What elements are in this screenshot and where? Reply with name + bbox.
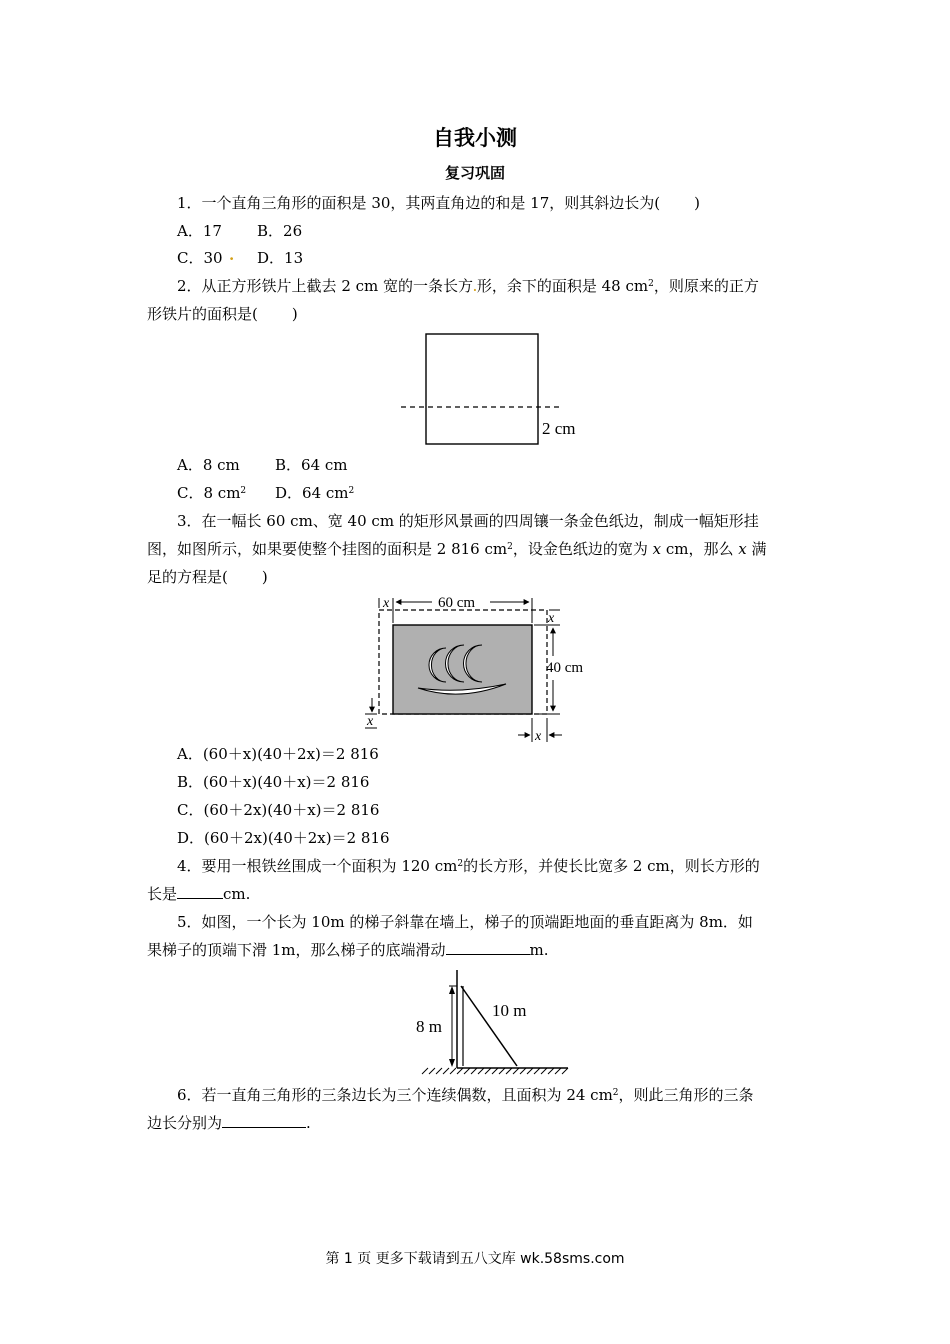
question-3-line2: 图，如图所示，如果要使整个挂图的面积是 2 816 $cm^2$，设金色纸边的宽为 x cm，那么 x 满: [147, 540, 767, 558]
q1-options-row1: [177, 221, 577, 241]
dim-40cm: 40 cm: [546, 660, 584, 676]
answer-blank: [177, 884, 223, 899]
q2-option-b: B．64 cm: [275, 456, 348, 474]
question-2-line2: 形铁片的面积是( ): [147, 305, 298, 323]
q1-option-d: D．13: [257, 249, 304, 267]
question-5-line2: 果梯子的顶端下滑 1m，那么梯子的底端滑动 m.: [147, 941, 549, 959]
q3-option-a: A．(60＋x)(40＋2x)＝2 816: [177, 745, 379, 763]
q2-figure-square: [395, 328, 595, 448]
q1-option-c: C．30: [177, 249, 223, 267]
q2-option-d: D．64 $cm^2$: [275, 484, 355, 502]
q2-fig-label: 2 cm: [542, 419, 576, 438]
answer-blank: [222, 1113, 306, 1128]
page-title: 自我小测: [433, 125, 517, 150]
q2-options-row2: [177, 483, 577, 503]
q2-option-c: C．8 $cm^2$: [177, 484, 247, 502]
square-sheet: [426, 334, 538, 444]
question-3-line1: 3．在一幅长 60 cm、宽 40 cm 的矩形风景画的四周镶一条金色纸边，制成一幅矩形挂: [177, 512, 759, 530]
dim-60cm: 60 cm: [438, 595, 476, 611]
dim-x-right: x: [548, 611, 555, 626]
dim-x-bottom: x: [535, 729, 542, 744]
q3-figure-frame: [360, 590, 600, 745]
answer-blank: [446, 940, 530, 955]
q1-options-row2: [177, 248, 577, 268]
question-3-line3: 足的方程是( ): [147, 568, 268, 586]
section-subtitle: 复习巩固: [444, 164, 505, 182]
question-2-line1: 2．从正方形铁片上截去 2 cm 宽的一条长方.形，余下的面积是 48 $cm^2$，则原来的正方: [177, 277, 759, 295]
marker-dot: .: [473, 281, 477, 294]
question-4-line1: 4．要用一根铁丝围成一个面积为 120 $cm^2$的长方形，并使长比宽多 2 cm，则长方形的: [177, 857, 760, 875]
fig-label-10m: 10 m: [492, 1001, 527, 1020]
dim-x-left: x: [367, 714, 374, 729]
question-5-line1: 5．如图，一个长为 10m 的梯子斜靠在墙上，梯子的顶端距地面的垂直距离为 8m．如: [177, 913, 753, 931]
q3-option-b: B．(60＋x)(40＋x)＝2 816: [177, 773, 370, 791]
q1-option-a: A．17: [177, 222, 222, 240]
q5-figure-ladder: [410, 966, 580, 1081]
question-6-line2: 边长分别为 .: [147, 1114, 311, 1132]
ladder: [461, 986, 517, 1066]
q1-option-b: B．26: [257, 222, 303, 240]
q2-option-a: A．8 cm: [177, 456, 240, 474]
q2-options-row1: [177, 455, 577, 475]
question-1: 1．一个直角三角形的面积是 30，其两直角边的和是 17，则其斜边长为( ): [177, 194, 700, 212]
q3-option-d: D．(60＋2x)(40＋2x)＝2 816: [177, 829, 390, 847]
painting: [393, 625, 532, 714]
fig-label-8m: 8 m: [416, 1017, 442, 1036]
q3-option-c: C．(60＋2x)(40＋x)＝2 816: [177, 801, 380, 819]
page-footer: 第 1 页 更多下载请到五八文库 wk.58sms.com: [325, 1251, 625, 1267]
marker-dot: .: [229, 246, 235, 264]
question-4-line2: 长是 cm.: [147, 885, 251, 903]
dim-x-top: x: [383, 596, 390, 611]
question-6-line1: 6．若一直角三角形的三条边长为三个连续偶数，且面积为 24 $cm^2$，则此三角形的三条: [177, 1086, 754, 1104]
